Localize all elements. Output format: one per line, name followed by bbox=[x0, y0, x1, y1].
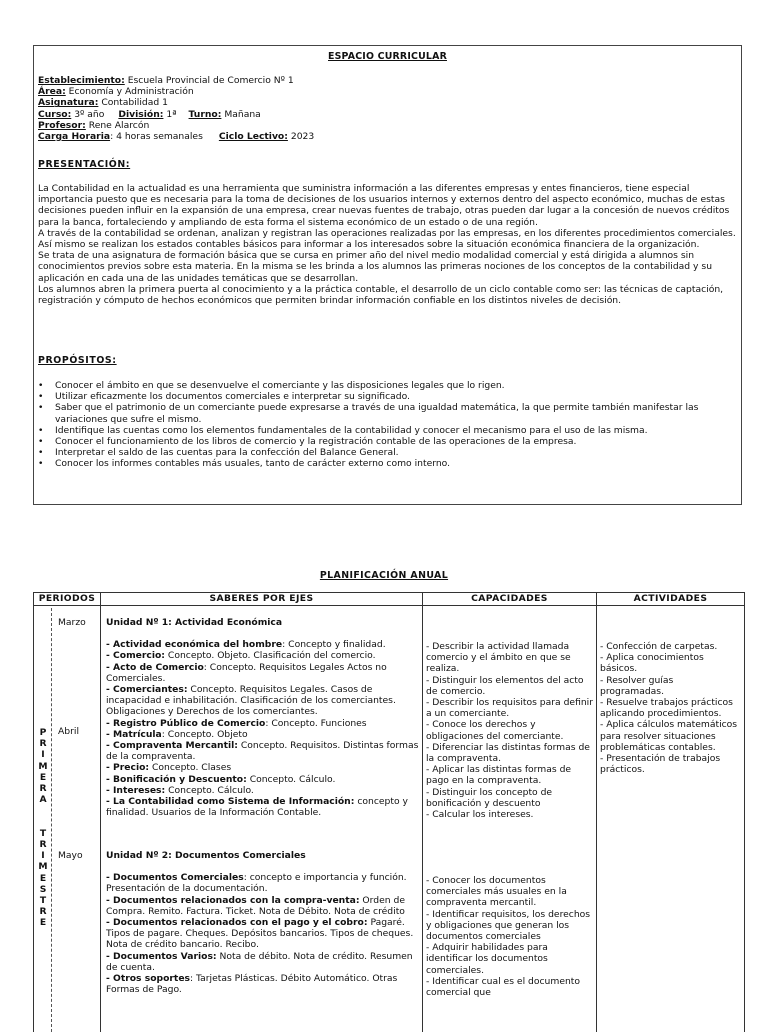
division-label: División: bbox=[118, 108, 164, 120]
plan-title bbox=[0, 570, 768, 581]
list-item: - Documentos Comerciales: concepto e importancia y función. Presentación de la documentación. bbox=[106, 872, 407, 895]
establecimiento-row bbox=[38, 75, 738, 86]
list-item: - Presentación de trabajos prácticos. bbox=[600, 753, 721, 776]
period-letter: I bbox=[41, 749, 45, 761]
list-item: - Compraventa Mercantil: Concepto. Requisitos. Distintas formas de la compraventa. bbox=[106, 740, 419, 763]
period-letter: E bbox=[39, 872, 47, 884]
curso-label: Curso: bbox=[38, 108, 72, 120]
turno-label: Turno: bbox=[188, 108, 222, 120]
list-item: - Documentos Varios: Nota de débito. Nota de crédito. Resumen de cuenta. bbox=[106, 950, 413, 973]
asignatura-row bbox=[38, 97, 738, 108]
curso-row bbox=[38, 109, 738, 120]
list-item: • Utilizar eficazmente los documentos comerciales e interpretar su significado. bbox=[38, 391, 740, 402]
profesor-label: Profesor: bbox=[38, 119, 86, 131]
list-item: - Otros soportes: Tarjetas Plásticas. Débito Automático. Otras Formas de Pago. bbox=[106, 973, 398, 996]
list-item: - Matrícula: Concepto. Objeto bbox=[106, 728, 248, 740]
presentacion-heading: PRESENTACIÓN: bbox=[38, 159, 131, 170]
carga-row bbox=[38, 131, 738, 142]
period-letter: S bbox=[39, 883, 47, 895]
period-letter: E bbox=[39, 771, 47, 783]
list-item: - Adquirir habilidades para identificar los documentos comerciales. bbox=[426, 942, 548, 976]
list-item: - Identificar cual es el documento comercial que bbox=[426, 975, 581, 999]
list-item: - Actividad económica del hombre: Concepto y finalidad. bbox=[106, 639, 386, 651]
unit-2-saberes bbox=[106, 850, 420, 995]
header-periodos: PERIODOS bbox=[38, 593, 96, 604]
period-letter: P bbox=[39, 727, 47, 738]
list-item: - Resuelve trabajos prácticos aplicando procedimientos. bbox=[600, 697, 733, 720]
carga-value: : 4 horas semanales bbox=[110, 131, 203, 143]
period-divider bbox=[51, 608, 52, 1032]
list-item: - Resolver guías programadas. bbox=[600, 674, 674, 697]
list-item: - Distinguir los concepto de bonificación y descuento bbox=[426, 786, 553, 809]
table-rule bbox=[34, 605, 744, 606]
propositos-heading: PROPÓSITOS: bbox=[38, 355, 117, 366]
course-info bbox=[38, 75, 738, 142]
list-item: - Registro Público de Comercio: Concepto. Funciones bbox=[106, 717, 367, 729]
establecimiento-value: Escuela Provincial de Comercio Nº 1 bbox=[127, 75, 294, 86]
list-item: • Conocer el ámbito en que se desenvuelve el comerciante y las disposiciones legales que lo rigen. bbox=[38, 380, 740, 391]
list-item: - Conocer los documentos comerciales más usuales en la compraventa mercantil. bbox=[426, 875, 567, 909]
ciclo-value: 2023 bbox=[290, 131, 315, 143]
area-row bbox=[38, 86, 738, 97]
month-label: Mayo bbox=[58, 850, 83, 861]
period-letter: I bbox=[41, 850, 45, 862]
period-letter: T bbox=[39, 827, 47, 839]
carga-label: Carga Horaria bbox=[38, 131, 111, 143]
period-letter: M bbox=[38, 760, 48, 772]
period-letter: R bbox=[39, 906, 47, 918]
area-value: Economía y Administración bbox=[68, 86, 194, 98]
unit-1-saberes bbox=[106, 617, 420, 818]
list-item: • Identifique las cuentas como los elementos fundamentales de la contabilidad y conocer el mecanismo para el uso de las misma. bbox=[38, 425, 740, 436]
list-item: - Aplicar las distintas formas de pago en la compraventa. bbox=[426, 764, 572, 787]
curso-value: 3º año bbox=[74, 108, 105, 120]
period-letter bbox=[38, 805, 48, 816]
list-item: - Comercio: Concepto. Objeto. Clasificación del comercio. bbox=[106, 650, 376, 662]
period-letter: M bbox=[38, 861, 48, 873]
curriculum-box bbox=[33, 45, 742, 505]
period-letter bbox=[38, 817, 48, 828]
unit-title: Unidad Nº 2: Documentos Comerciales bbox=[106, 850, 306, 861]
area-label: Área: bbox=[38, 86, 66, 98]
list-item: - Describir la actividad llamada comercio y el ámbito en que se realiza. bbox=[426, 641, 571, 675]
list-item: - La Contabilidad como Sistema de Información: concepto y finalidad. Usuarios de la Información Contable. bbox=[106, 796, 408, 819]
header-actividades: ACTIVIDADES bbox=[633, 593, 708, 604]
presentacion-paragraph: A través de la contabilidad se ordenan, analizan y registran las operaciones realizadas por las empresas, en los diferentes procedimientos comerciales. Así mismo se realizan los estados contables básicos para informar a los interesados sobre la situación económica financiera de la organización. bbox=[38, 227, 736, 251]
period-letter: R bbox=[39, 839, 47, 850]
period-letter: T bbox=[39, 895, 47, 907]
presentacion-text bbox=[38, 183, 740, 306]
list-item: - Identificar requisitos, los derechos y obligaciones que generan los documentos comerciales bbox=[426, 908, 591, 943]
list-item: - Documentos relacionados con el pago y el cobro: Pagaré. Tipos de pagare. Cheques. Depósitos bancarios. Tipos de cheques. Nota de crédito bancario. Recibo. bbox=[106, 917, 414, 951]
period-letter: A bbox=[39, 794, 47, 806]
asignatura-label: Asignatura: bbox=[38, 97, 99, 109]
header-capacidades: CAPACIDADES bbox=[471, 593, 548, 604]
plan-title-text: PLANIFICACIÓN ANUAL bbox=[319, 570, 449, 581]
header-saberes: SABERES POR EJES bbox=[209, 593, 314, 604]
list-item: - Bonificación y Descuento: Concepto. Cálculo. bbox=[106, 773, 336, 785]
list-item: • Interpretar el saldo de las cuentas para la confección del Balance General. bbox=[38, 447, 740, 458]
list-item: • Conocer los informes contables más usuales, tanto de carácter externo como interno. bbox=[38, 458, 740, 469]
period-vertical-label bbox=[38, 727, 48, 929]
column-divider bbox=[100, 592, 101, 1032]
list-item: - Describir los requisitos para definir a un comerciante. bbox=[426, 697, 594, 720]
list-item: • Saber que el patrimonio de un comerciante puede expresarse a través de una igualdad matemática, la que permite también manifestar las variaciones que sufre el mismo. bbox=[38, 402, 740, 424]
period-letter: R bbox=[39, 738, 47, 750]
list-item: - Acto de Comercio: Concepto. Requisitos Legales Actos no Comerciales. bbox=[106, 661, 387, 684]
presentacion-paragraph: Se trata de una asignatura de formación básica que se cursa en primer año del nivel medio modalidad comercial y está dirigida a alumnos sin conocimientos previos sobre esta materia. En la misma se les brinda a los alumnos las primeras nociones de los conceptos de la contabilidad y su aplicación en cada una de las unidades temáticas que se desarrollan. bbox=[38, 250, 713, 284]
ciclo-label: Ciclo Lectivo: bbox=[218, 131, 288, 143]
period-letter: E bbox=[39, 917, 47, 929]
profesor-value: Rene Alarcón bbox=[88, 119, 150, 131]
presentacion-paragraph: La Contabilidad en la actualidad es una herramienta que suministra información a las diferentes empresas y entes financieros, tiene especial importancia puesto que es necesaria para la toma de decisiones de los usuarios internos y externos dentro del aspecto económico, muchas de estas decisiones pueden influir en la expansión de una empresa, crear nuevas fuentes de trabajo, otras pueden dar lugar a la concesión de nuevos créditos para la banca, fortaleciendo y ampliando de esta forma el sistema económico de un estado o de una región. bbox=[38, 183, 730, 228]
list-item: - Precio: Concepto. Clases bbox=[106, 762, 232, 774]
list-item: - Aplica conocimientos básicos. bbox=[600, 652, 704, 675]
list-item: - Conoce los derechos y obligaciones del comerciante. bbox=[426, 719, 564, 742]
asignatura-value: Contabilidad 1 bbox=[101, 97, 168, 109]
plan-table bbox=[33, 592, 745, 1032]
division-value: 1ª bbox=[166, 108, 177, 120]
list-item: - Aplica cálculos matemáticos para resolver situaciones problemáticas contables. bbox=[600, 719, 738, 753]
unit-1-capacidades bbox=[426, 641, 594, 820]
list-item: - Confección de carpetas. bbox=[600, 641, 718, 652]
propositos-list bbox=[38, 380, 740, 470]
unit-title: Unidad Nº 1: Actividad Económica bbox=[106, 617, 283, 628]
list-item: - Documentos relacionados con la compra-venta: Orden de Compra. Remito. Factura. Ticket. Nota de Débito. Nota de crédito bbox=[106, 894, 405, 917]
list-item: - Intereses: Concepto. Cálculo. bbox=[106, 784, 254, 796]
month-label: Abril bbox=[58, 726, 79, 737]
list-item: • Conocer el funcionamiento de los libros de comercio y la registración contable de las operaciones de la empresa. bbox=[38, 436, 740, 447]
unit-2-capacidades bbox=[426, 875, 594, 998]
list-item: - Distinguir los elementos del acto de comercio. bbox=[426, 674, 584, 697]
unit-1-actividades bbox=[600, 641, 740, 775]
profesor-row bbox=[38, 120, 738, 131]
list-item: - Calcular los intereses. bbox=[426, 809, 534, 821]
turno-value: Mañana bbox=[224, 108, 261, 120]
month-label: Marzo bbox=[58, 617, 86, 628]
establecimiento-label: Establecimiento: bbox=[38, 75, 125, 86]
column-divider bbox=[422, 592, 423, 1032]
list-item: - Diferenciar las distintas formas de la compraventa. bbox=[426, 741, 590, 765]
curriculum-title: ESPACIO CURRICULAR bbox=[328, 51, 447, 62]
list-item: - Comerciantes: Concepto. Requisitos Legales. Casos de incapacidad e inhabilitación. Clasificación de los comerciantes. Obligaciones y Derechos de los comerciantes. bbox=[106, 684, 396, 718]
column-divider bbox=[596, 592, 597, 1032]
presentacion-paragraph: Los alumnos abren la primera puerta al conocimiento y a la práctica contable, el desarrollo de un ciclo contable como ser: las técnicas de captación, registración y cómputo de hechos económicos que permiten brindar información confiable en los distintos niveles de decisión. bbox=[38, 283, 724, 307]
period-letter: R bbox=[39, 783, 47, 795]
